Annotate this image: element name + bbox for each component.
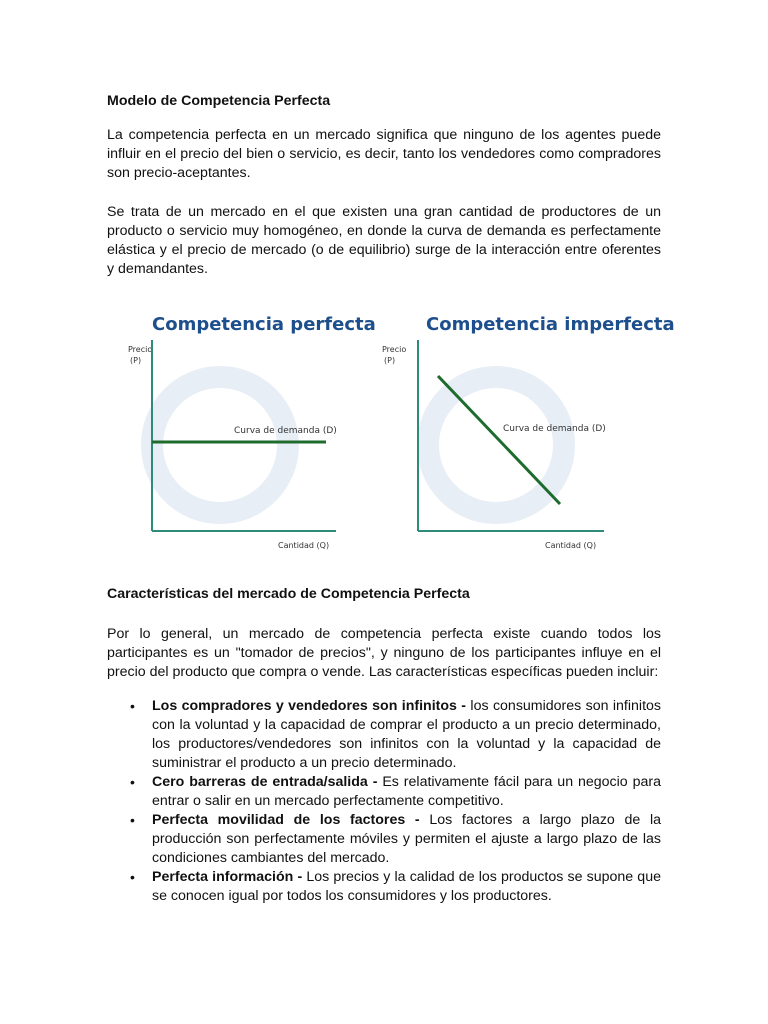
list-item [107, 868, 661, 906]
list-item-text: Es relativamente fácil para un negocio para entrar o salir en un mercado perfectamente competitivo. [152, 774, 661, 809]
section-heading: Características del mercado de Competencia Perfecta [107, 586, 470, 602]
y-axis-label-left-line1: Precio [128, 345, 153, 354]
y-axis-label-left-line2: (P) [130, 356, 142, 365]
bullet-icon: • [130, 869, 135, 885]
paragraph-section-intro: Por lo general, un mercado de competencia perfecta existe cuando todos los participantes es un "tomador de precios", y ninguno de los participantes influye en el precio del producto que compra o vende. Las características específicas pueden incluir: [107, 626, 661, 680]
list-item-text: Los factores a largo plazo de la producción son perfectamente móviles y permiten el ajuste a largo plazo de las condiciones cambiantes del mercado. [152, 812, 662, 866]
paragraph-market: Se trata de un mercado en el que existen una gran cantidad de productores de un producto o servicio muy homogéneo, en donde la curva de demanda es perfectamente elástica y el precio de mercado (o de equilibrio) surge de la interacción entre oferentes y demandantes. [107, 204, 661, 277]
bullet-icon: • [130, 698, 135, 714]
watermark-logo-icon [152, 377, 288, 513]
y-axis-label-right-line2: (P) [384, 356, 396, 365]
bullet-icon: • [130, 812, 135, 828]
paragraph-intro: La competencia perfecta en un mercado significa que ninguno de los agentes puede influir en el precio del bien o servicio, es decir, tanto los vendedores como compradores son precio-aceptantes. [107, 127, 661, 181]
list-item-term: Cero barreras de entrada/salida - [152, 774, 383, 790]
competition-figure [118, 300, 675, 562]
y-axis-label-right-line1: Precio [382, 345, 407, 354]
x-axis-label-right: Cantidad (Q) [545, 541, 597, 550]
demand-curve-label-right: Curva de demanda (D) [503, 424, 606, 434]
list-item [107, 811, 661, 868]
list-item-text: los consumidores son infinitos con la voluntad y la capacidad de comprar el producto a un precio determinado, los productores/vendedores son infinitos con la voluntad y la capacidad de suministrar el producto a un precio determinado. [152, 698, 661, 771]
list-item [107, 773, 661, 811]
list-item-term: Perfecta movilidad de los factores - [152, 812, 430, 828]
competition-charts-svg [118, 300, 675, 562]
x-axis-label-left: Cantidad (Q) [278, 541, 330, 550]
chart-title-right: Competencia imperfecta [426, 314, 675, 335]
chart-competencia-perfecta [128, 314, 376, 550]
demand-curve-label-left: Curva de demanda (D) [234, 426, 337, 436]
list-item [107, 697, 661, 773]
bullet-icon: • [130, 774, 135, 790]
list-item-term: Los compradores y vendedores son infinitos - [152, 698, 471, 714]
chart-competencia-imperfecta [382, 314, 675, 550]
watermark-logo-icon [428, 377, 564, 513]
list-item-text: Los precios y la calidad de los productos se supone que se conocen igual por todos los consumidores y los productores. [152, 869, 661, 904]
chart-title-left: Competencia perfecta [152, 314, 376, 335]
characteristics-list [107, 697, 661, 906]
document-title: Modelo de Competencia Perfecta [107, 93, 331, 109]
list-item-term: Perfecta información - [152, 869, 307, 885]
